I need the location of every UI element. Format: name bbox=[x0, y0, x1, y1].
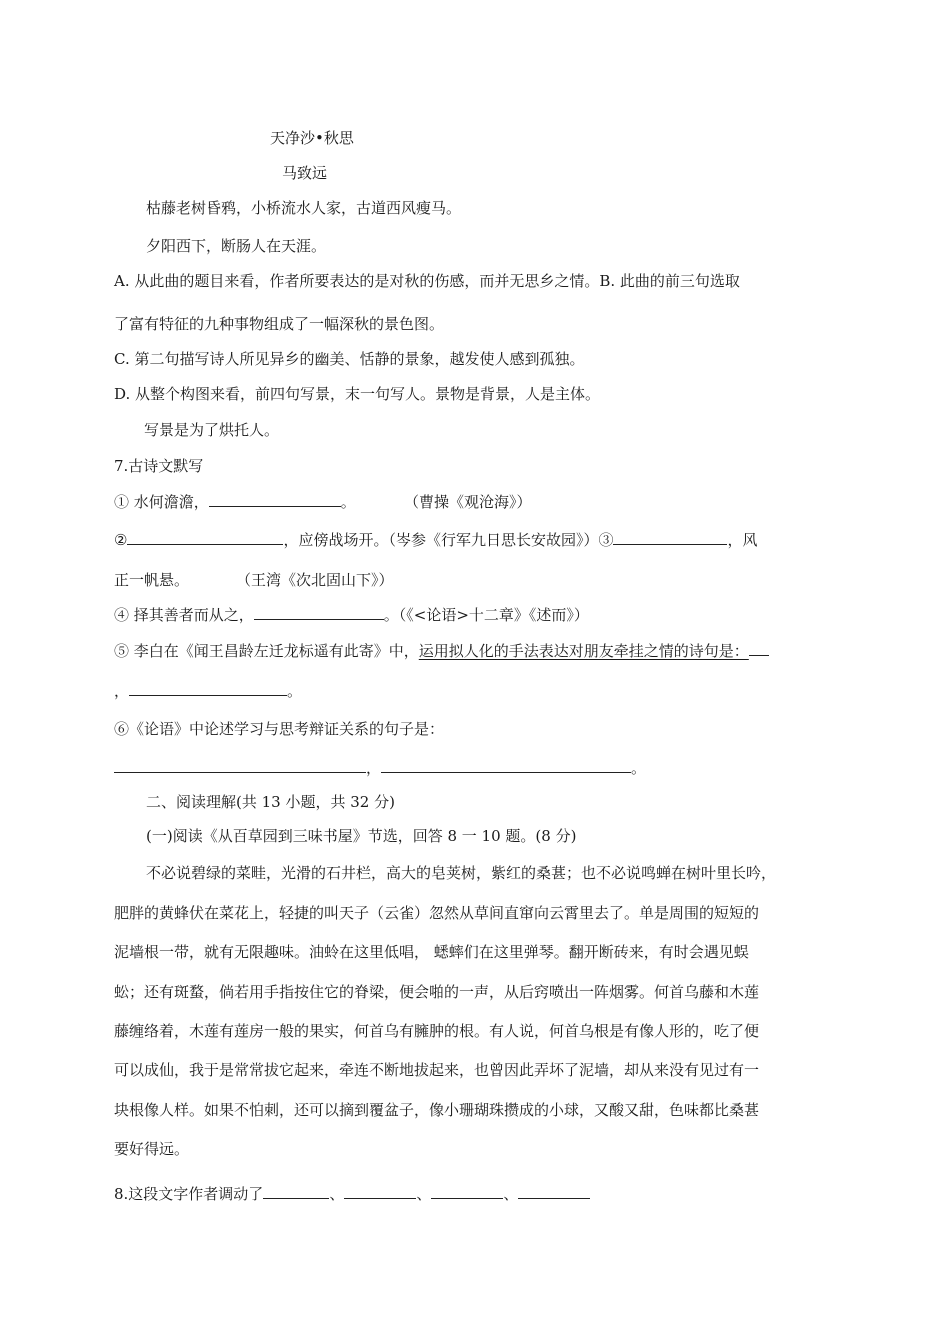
answer-blank[interactable] bbox=[749, 641, 769, 656]
q7-item-4-source: 。（《<论语>十二章》《述而》） bbox=[383, 606, 589, 624]
answer-blank[interactable] bbox=[129, 681, 287, 696]
passage-line: 泥墙根一带，就有无限趣味。油蛉在这里低唱， 蟋蟀们在这里弹琴。翻开断砖来，有时会遇见蜈 bbox=[114, 943, 749, 961]
answer-blank[interactable] bbox=[518, 1184, 590, 1199]
option-b-continued: 了富有特征的九种事物组成了一幅深秋的景色图。 bbox=[114, 315, 445, 333]
answer-blank[interactable] bbox=[344, 1184, 416, 1199]
option-d: D. 从整个构图来看，前四句写景，末一句写人。景物是背景，人是主体。 bbox=[114, 385, 601, 403]
answer-blank[interactable] bbox=[381, 758, 631, 773]
q7-item-2-num: ② bbox=[114, 531, 128, 549]
poem-line-1: 枯藤老树昏鸦，小桥流水人家，古道西风瘦马。 bbox=[146, 199, 462, 217]
q7-item-3-continued: 正一帆悬。 bbox=[114, 571, 190, 589]
question-7-title: 7.古诗文默写 bbox=[114, 457, 204, 475]
answer-blank[interactable] bbox=[114, 758, 366, 773]
answer-blank[interactable] bbox=[254, 605, 384, 620]
q7-item-1-source: （曹操《观沧海》） bbox=[404, 493, 532, 511]
option-a-b: A. 从此曲的题目来看，作者所要表达的是对秋的伤感，而并无思乡之情。B. 此曲的前三句选取 bbox=[114, 272, 740, 290]
option-c: C. 第二句描写诗人所见异乡的幽美、恬静的景象，越发使人感到孤独。 bbox=[114, 350, 585, 368]
q7-item-3-text: ，风 bbox=[727, 531, 758, 549]
q7-item-2-3 bbox=[114, 530, 757, 550]
separator: 、 bbox=[416, 1185, 432, 1203]
q7-item-1-end: 。 bbox=[340, 493, 356, 511]
passage-line: 蚣；还有斑蝥，倘若用手指按住它的脊梁，便会啪的一声，从后窍喷出一阵烟雾。何首乌藤和木莲 bbox=[114, 983, 760, 1001]
answer-blank[interactable] bbox=[263, 1184, 329, 1199]
poem-line-2: 夕阳西下，断肠人在天涯。 bbox=[146, 237, 327, 255]
q7-item-6-comma: ， bbox=[366, 759, 382, 777]
q7-item-5 bbox=[114, 641, 769, 661]
section-2-subheading: (一)阅读《从百草园到三味书屋》节选，回答 8 一 10 题。(8 分) bbox=[146, 827, 577, 845]
q7-item-6-line-2 bbox=[114, 758, 646, 778]
q7-item-5-text: ⑤ 李白在《闻王昌龄左迁龙标遥有此寄》中， bbox=[114, 642, 419, 660]
q7-item-5-line-2 bbox=[114, 681, 302, 701]
q7-item-4-text: ④ 择其善者而从之， bbox=[114, 606, 254, 624]
answer-blank[interactable] bbox=[431, 1184, 503, 1199]
answer-blank[interactable] bbox=[127, 530, 283, 545]
question-8 bbox=[114, 1184, 590, 1204]
passage-line: 不必说碧绿的菜畦，光滑的石井栏，高大的皂荚树，紫红的桑葚；也不必说鸣蝉在树叶里长吟， bbox=[146, 864, 777, 882]
answer-blank[interactable] bbox=[209, 492, 341, 507]
q7-item-6: ⑥《论语》中论述学习与思考辩证关系的句子是： bbox=[114, 720, 445, 738]
poem-author: 马致远 bbox=[282, 164, 328, 182]
question-8-text: 8.这段文字作者调动了 bbox=[114, 1185, 264, 1203]
separator: 、 bbox=[329, 1185, 345, 1203]
separator: 、 bbox=[503, 1185, 519, 1203]
option-d-continued: 写景是为了烘托人。 bbox=[144, 421, 280, 439]
passage-line: 要好得远。 bbox=[114, 1140, 190, 1158]
q7-item-5-underlined: 运用拟人化的手法表达对朋友牵挂之情的诗句是： bbox=[418, 642, 749, 660]
passage-line: 块根像人样。如果不怕刺，还可以摘到覆盆子，像小珊瑚珠攒成的小球，又酸又甜，色味都比桑葚 bbox=[114, 1101, 760, 1119]
passage-line: 肥胖的黄蜂伏在菜花上，轻捷的叫天子（云雀）忽然从草间直窜向云霄里去了。单是周围的短短的 bbox=[114, 904, 760, 922]
passage-line: 藤缠络着，木莲有莲房一般的果实，何首乌有臃肿的根。有人说，何首乌根是有像人形的，吃了便 bbox=[114, 1022, 760, 1040]
q7-item-4 bbox=[114, 605, 589, 625]
q7-item-1 bbox=[114, 492, 356, 512]
answer-blank[interactable] bbox=[613, 530, 727, 545]
q7-item-2-text: ，应傍战场开。（岑参《行军九日思长安故园》）③ bbox=[283, 531, 614, 549]
q7-item-3-source: （王湾《次北固山下》） bbox=[236, 571, 394, 589]
q7-item-1-text: ① 水何澹澹， bbox=[114, 493, 209, 511]
passage-line: 可以成仙，我于是常常拔它起来，牵连不断地拔起来，也曾因此弄坏了泥墙，却从来没有见过有一 bbox=[114, 1061, 760, 1079]
q7-item-5-comma: ， bbox=[114, 682, 130, 700]
section-2-heading: 二、阅读理解(共 13 小题，共 32 分) bbox=[146, 793, 395, 811]
poem-title: 天净沙•秋思 bbox=[270, 129, 354, 147]
q7-item-5-end: 。 bbox=[287, 682, 303, 700]
q7-item-6-end: 。 bbox=[631, 759, 647, 777]
